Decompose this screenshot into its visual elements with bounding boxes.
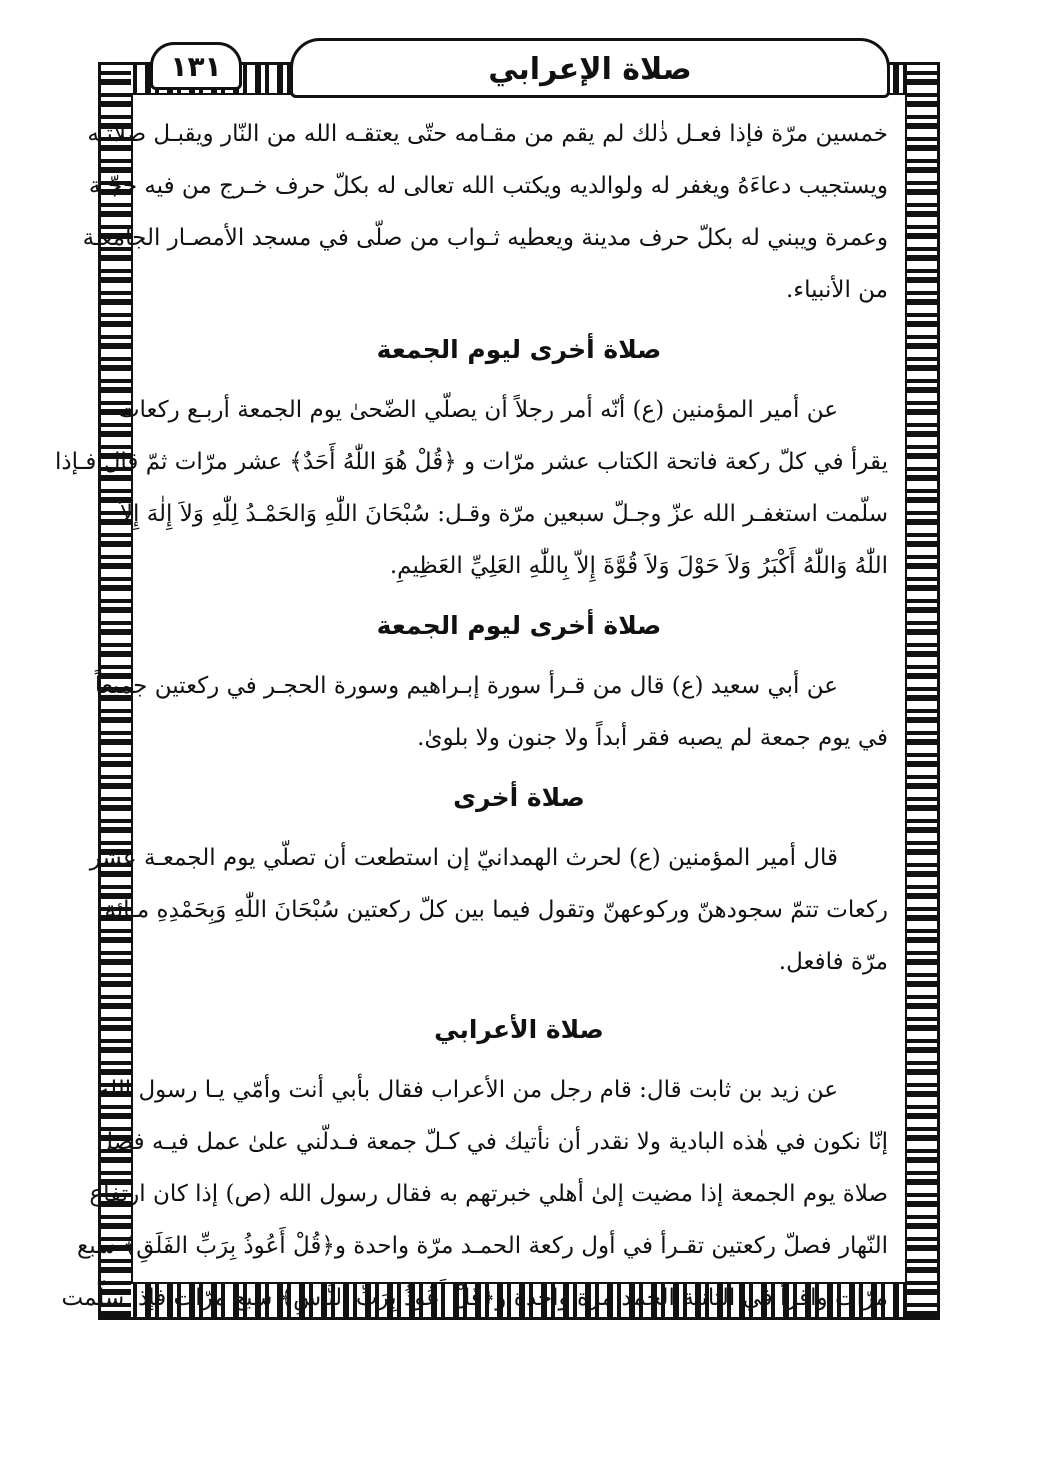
section-heading: صلاة أخرى ليوم الجمعة <box>376 335 662 364</box>
text-line: مرّات واقرأ في الثانية الحمد مرة واحدة و﴿قُلْ أَعُوذُ بِرَبِّ النَّاسِ﴾ سبع مرّات فإذا سلّمت <box>61 1285 888 1311</box>
page-number: ١٣١ <box>170 50 222 83</box>
text-line: اللّٰهُ وَاللّٰهُ أَكْبَرُ وَلاَ حَوْلَ وَلاَ قُوَّةَ إِلاّ بِاللّٰهِ العَلِيِّ العَظِيمِ. <box>389 553 888 579</box>
text-line: عن أبي سعيد (ع) قال من قـرأ سورة إبـراهيم وسورة الحجـر في ركعتين جميعاً <box>94 673 838 699</box>
text-line: من الأنبياء. <box>785 277 888 303</box>
text-line: ركعات تتمّ سجودهنّ وركوعهنّ وتقول فيما بين كلّ ركعتين سُبْحَانَ اللّٰهِ وَبِحَمْدِهِ مـائة <box>104 897 888 923</box>
text-line: النّهار فصلّ ركعتين تقـرأ في أول ركعة الحمـد مرّة واحدة و﴿قُلْ أَعُوذُ بِرَبِّ الفَلَقِ﴾ سبع <box>76 1233 888 1259</box>
section-heading: صلاة أخرى ليوم الجمعة <box>376 611 662 640</box>
running-title-box <box>290 38 890 98</box>
text-line: خمسين مرّة فإذا فعـل ذٰلك لم يقم من مقـامه حتّى يعتقـه الله من النّار ويقبـل صلاتـه <box>87 121 888 147</box>
page-number-box <box>150 42 242 90</box>
text-line: في يوم جمعة لم يصبه فقر أبداً ولا جنون ولا بلوىٰ. <box>417 725 888 751</box>
text-line: عن أمير المؤمنين (ع) أنّه أمر رجلاً أن يصلّي الضّحىٰ يوم الجمعة أربـع ركعات <box>117 397 838 423</box>
text-line: ويستجيب دعاءَهُ ويغفر له ولوالديه ويكتب الله تعالى له بكلّ حرف خـرج من فيه حجّـة <box>88 173 888 199</box>
text-line: سلّمت استغفـر الله عزّ وجـلّ سبعين مرّة وقـل: سُبْحَانَ اللّٰهِ وَالحَمْـدُ لِلّٰهِ وَلاَ إِلٰهَ إِلاّ <box>119 501 888 527</box>
text-line: عن زيد بن ثابت قال: قام رجل من الأعراب فقال بأبي أنت وأمّي يـا رسول الله <box>97 1077 838 1103</box>
text-line: إنّا نكون في هٰذه البادية ولا نقدر أن نأتيك في كـلّ جمعة فـدلّني علىٰ عمل فيـه فضل <box>96 1129 888 1155</box>
frame-border-right <box>907 65 937 1317</box>
text-line: صلاة يوم الجمعة إذا مضيت إلىٰ أهلي خبرتهم به فقال رسول الله (ص) إذا كان ارتفاع <box>89 1181 888 1207</box>
text-line: يقرأ في كلّ ركعة فاتحة الكتاب عشر مرّات و ﴿قُلْ هُوَ اللّٰهُ أَحَدٌ﴾ عشر مرّات ثمّ قال فـإذا <box>55 449 888 475</box>
text-line: قال أمير المؤمنين (ع) لحرث الهمدانيّ إن استطعت أن تصلّي يوم الجمعـة عشر <box>89 845 838 871</box>
section-heading: صلاة أخرى <box>453 783 585 812</box>
text-line: مرّة فافعل. <box>778 949 888 975</box>
running-title: صلاة الإعرابي <box>488 52 692 87</box>
text-line: وعمرة ويبني له بكلّ حرف مدينة ويعطيه ثـواب من صلّى في مسجد الأمصـار الجامعـة <box>82 225 888 251</box>
section-heading: صلاة الأعرابي <box>434 1015 604 1044</box>
page-body <box>55 108 888 1324</box>
